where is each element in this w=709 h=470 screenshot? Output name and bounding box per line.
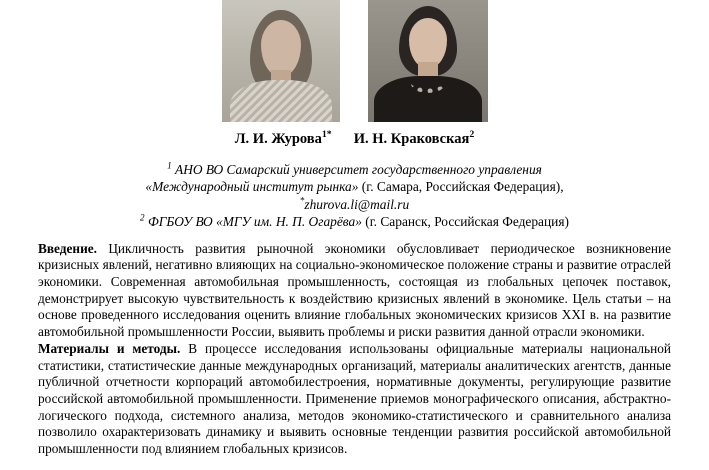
author-name-zhurova (235, 131, 332, 148)
section-heading-introduction: Введение. (38, 240, 97, 256)
photo-necklace (411, 74, 445, 93)
photo-clothing (230, 80, 332, 122)
author-names (38, 131, 671, 148)
email-marker: * (299, 195, 305, 206)
author-photos (38, 0, 671, 122)
affiliation-first-institute: «Международный институт рынка» (145, 179, 359, 195)
section-text-introduction: Цикличность развития рыночной экономики обусловливает периодическое возникновение кризисных явлений, негативно влияющих на социально-экономическое положение страны и развитие отраслей экономики. Современная автомобильная промышленность, состоящая из глобальных цепочек поставок, демонстрирует высокую чувствительность к воздействию кризисных явлений в экономике. Цель статьи – на основе проведенного исследования оценить влияние глобальных экономических кризисов XXI в. на развитие автомобильной промышленности России, выявить проблемы и риски развития данной отрасли экономики. (38, 240, 671, 340)
affiliation-first-line2 (38, 178, 671, 195)
section-text-materials-methods: В процессе исследования использованы официальные материалы национальной статистики, статистические данные международных организаций, материалы аналитических агентств, данные публичной отчетности корпораций автомобилестроения, нормативные документы, регулирующие развитие российской автомобильной промышленности. Применение приемов монографического описания, абстрактно-логического подхода, системного анализа, методов экономико-статистического и сравнительного анализа позволило охарактеризовать динамику и выявить основные тенденции развития российской автомобильной промышленности под влиянием глобальных кризисов. (38, 340, 671, 456)
photo-face (261, 20, 301, 76)
section-materials-methods (38, 341, 671, 458)
portrait-photo-zhurova (222, 0, 340, 122)
affiliation-second-org: ФГБОУ ВО «МГУ им. Н. П. Огарёва» (147, 214, 362, 230)
section-heading-materials-methods: Материалы и методы. (38, 340, 181, 356)
affiliation-first-city: (г. Самара, Российская Федерация), (358, 179, 564, 195)
affiliation-marker-2: 2 (140, 212, 145, 223)
author-marker: 2 (469, 129, 475, 141)
author-name-krakovskaya (354, 131, 475, 148)
article-body (38, 241, 671, 458)
author-name-text: Л. И. Журова (234, 131, 322, 147)
photo-face (409, 18, 447, 68)
affiliation-second-line (38, 213, 671, 230)
affiliation-email-line (38, 196, 671, 213)
author-email[interactable]: zhurova.li@mail.ru (304, 196, 410, 212)
section-introduction (38, 241, 671, 341)
affiliations-block (38, 161, 671, 231)
affiliation-marker-1: 1 (167, 160, 172, 171)
portrait-photo-krakovskaya (368, 0, 488, 122)
affiliation-first-org: АНО ВО Самарский университет государственного управления (175, 162, 542, 177)
author-marker: 1* (321, 129, 332, 141)
author-name-text: И. Н. Краковская (353, 131, 470, 147)
affiliation-second-city: (г. Саранск, Российская Федерация) (361, 214, 569, 230)
affiliation-first-line1 (38, 161, 671, 178)
